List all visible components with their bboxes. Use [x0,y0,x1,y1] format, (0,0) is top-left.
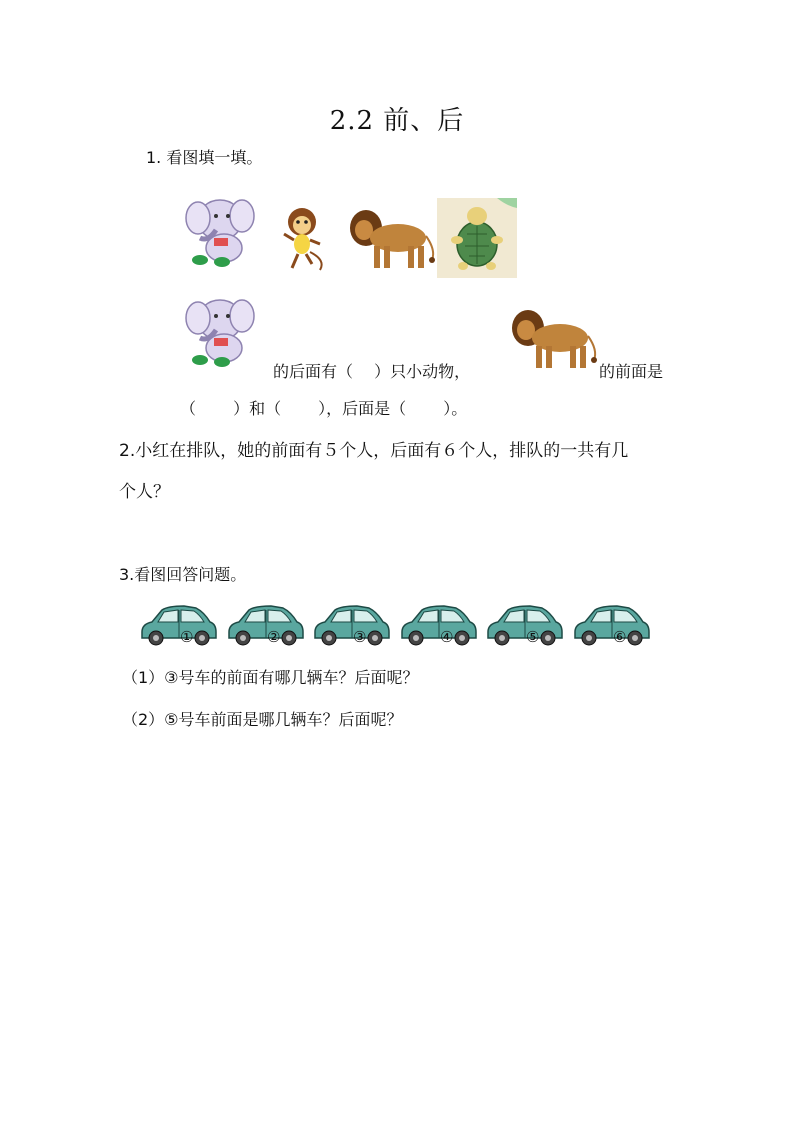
car-number-label: ① [180,628,194,646]
lion-icon [346,206,438,272]
page-title: 2.2 前、后 [329,106,465,136]
question-1-text-a: 的后面有（ ）只小动物， [273,362,471,381]
turtle-icon [437,198,517,278]
elephant-icon [178,290,258,370]
question-1-text-line2: （ ）和（ ），后面是（ ）。 [180,399,468,418]
car-icon [484,602,564,650]
question-3-heading: 3.看图回答问题。 [119,565,247,584]
monkey-icon [280,204,330,272]
question-3-sub-1: （1）③号车的前面有哪几辆车？后面呢？ [122,668,419,687]
question-1-text-b: 的前面是 [599,362,664,381]
car-number-label: ③ [353,628,367,646]
question-2-line1: 2.小红在排队，她的前面有５个人，后面有６个人，排队的一共有几 [119,441,629,461]
car-number-label: ⑥ [613,628,627,646]
car-number-label: ④ [440,628,454,646]
elephant-icon [178,190,258,270]
car-icon [225,602,305,650]
car-number-label: ⑤ [526,628,540,646]
car-number-label: ② [267,628,281,646]
car-icon [311,602,391,650]
car-icon [571,602,651,650]
lion-icon [508,306,600,372]
question-2-line2: 个人？ [119,482,170,502]
question-1-heading: 1. 看图填一填。 [146,148,263,167]
car-icon [138,602,218,650]
car-icon [398,602,478,650]
question-3-sub-2: （2）⑤号车前面是哪几辆车？后面呢？ [122,710,403,729]
